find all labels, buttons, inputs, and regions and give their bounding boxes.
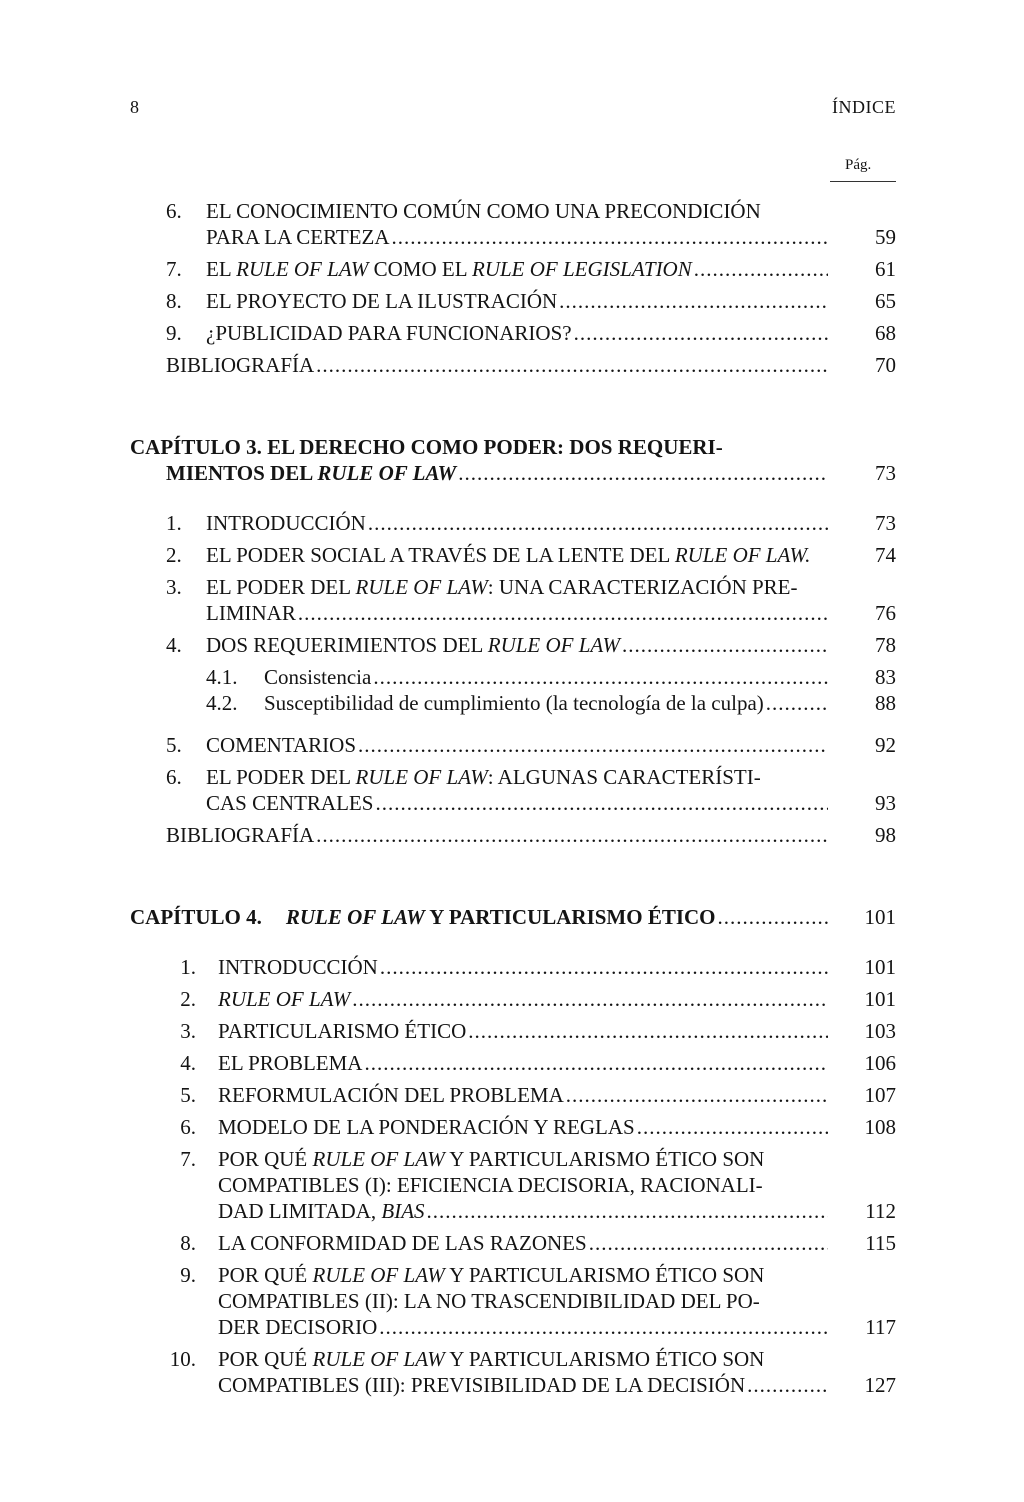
leader-dots xyxy=(747,1372,828,1398)
entry-number: 1. xyxy=(180,955,196,979)
toc-entry-bibliography[interactable] xyxy=(130,352,896,378)
toc-entry[interactable] xyxy=(130,1082,896,1108)
toc-entry[interactable] xyxy=(130,288,896,314)
toc-entry[interactable] xyxy=(130,542,896,568)
entry-page: 101 xyxy=(864,987,896,1011)
leader-dots xyxy=(766,690,828,716)
entry-title: RULE OF LAW xyxy=(218,987,351,1011)
toc-entry[interactable] xyxy=(130,1146,896,1224)
leader-dots xyxy=(574,320,828,346)
entry-title-line: DAD LIMITADA, BIAS xyxy=(218,1199,425,1223)
leader-dots xyxy=(375,790,828,816)
entry-page: 107 xyxy=(864,1083,896,1107)
entry-number: 7. xyxy=(166,257,182,281)
entry-number: 2. xyxy=(180,987,196,1011)
entry-page: 92 xyxy=(875,733,896,757)
toc-entry[interactable] xyxy=(130,256,896,282)
entry-number: 5. xyxy=(180,1083,196,1107)
entry-title: DOS REQUERIMIENTOS DEL RULE OF LAW xyxy=(206,633,620,657)
leader-dots xyxy=(622,632,828,658)
chapter-title-line: CAPÍTULO 3. EL DERECHO COMO PODER: DOS REQUERI- xyxy=(130,435,723,459)
entry-title-line: EL PODER DEL RULE OF LAW: ALGUNAS CARACTERÍSTI- xyxy=(206,765,761,789)
entry-page: 76 xyxy=(875,601,896,625)
entry-title-line: LIMINAR xyxy=(206,601,296,625)
entry-title: EL PODER SOCIAL A TRAVÉS DE LA LENTE DEL RULE OF LAW. xyxy=(206,543,811,567)
entry-title: EL PROYECTO DE LA ILUSTRACIÓN xyxy=(206,289,558,313)
toc-entry[interactable] xyxy=(130,1018,896,1044)
entry-number: 7. xyxy=(180,1147,196,1171)
entry-title: COMENTARIOS xyxy=(206,733,356,757)
leader-dots xyxy=(589,1230,828,1256)
entry-number: 3. xyxy=(180,1019,196,1043)
entry-number: 5. xyxy=(166,733,182,757)
leader-dots xyxy=(298,600,828,626)
entry-title-line: COMPATIBLES (III): PREVISIBILIDAD DE LA DECISIÓN xyxy=(218,1373,746,1397)
leader-dots xyxy=(694,256,828,282)
entry-page: 98 xyxy=(875,823,896,847)
entry-number: 1. xyxy=(166,511,182,535)
entry-title-line: POR QUÉ RULE OF LAW Y PARTICULARISMO ÉTICO SON xyxy=(218,1263,765,1287)
entry-title-line: CAS CENTRALES xyxy=(206,791,374,815)
toc-entry[interactable] xyxy=(130,764,896,816)
entry-number: 8. xyxy=(166,289,182,313)
entry-page: 88 xyxy=(875,691,896,715)
entry-number: 10. xyxy=(169,1347,196,1371)
toc-entry-bibliography[interactable] xyxy=(130,822,896,848)
entry-title: Susceptibilidad de cumplimiento (la tecnología de la culpa) xyxy=(264,691,764,715)
leader-dots xyxy=(468,1018,828,1044)
table-of-contents xyxy=(130,192,896,1398)
entry-page: 74 xyxy=(875,543,896,567)
toc-entry[interactable] xyxy=(130,198,896,250)
entry-title: PARTICULARISMO ÉTICO xyxy=(218,1019,467,1043)
entry-page: 115 xyxy=(865,1231,896,1255)
entry-title: EL RULE OF LAW COMO EL RULE OF LEGISLATION xyxy=(206,257,692,281)
leader-dots xyxy=(458,460,828,486)
entry-page: 78 xyxy=(875,633,896,657)
entry-number: 6. xyxy=(180,1115,196,1139)
entry-title-line: COMPATIBLES (II): LA NO TRASCENDIBILIDAD DEL PO- xyxy=(218,1289,760,1313)
page-number: 8 xyxy=(130,97,139,117)
entry-number: 8. xyxy=(180,1231,196,1255)
leader-dots xyxy=(392,224,829,250)
chapter-heading[interactable] xyxy=(130,434,896,486)
entry-number: 3. xyxy=(166,575,182,599)
entry-title: BIBLIOGRAFÍA xyxy=(166,823,315,847)
entry-number: 4. xyxy=(166,633,182,657)
toc-entry[interactable] xyxy=(130,1114,896,1140)
entry-title-line: POR QUÉ RULE OF LAW Y PARTICULARISMO ÉTICO SON xyxy=(218,1147,765,1171)
entry-page: 103 xyxy=(864,1019,896,1043)
toc-entry[interactable] xyxy=(130,1050,896,1076)
entry-page: 101 xyxy=(864,955,896,979)
running-head: ÍNDICE xyxy=(832,97,896,117)
entry-title-line: PARA LA CERTEZA xyxy=(206,225,390,249)
entry-title-line: DER DECISORIO xyxy=(218,1315,378,1339)
leader-dots xyxy=(718,904,828,930)
page-column-label: Pág. xyxy=(845,157,872,173)
entry-title-line: POR QUÉ RULE OF LAW Y PARTICULARISMO ÉTICO SON xyxy=(218,1347,765,1371)
leader-dots xyxy=(559,288,828,314)
page-column-rule xyxy=(830,181,896,182)
entry-title-line: EL PODER DEL RULE OF LAW: UNA CARACTERIZACIÓN PRE- xyxy=(206,575,798,599)
toc-entry[interactable] xyxy=(130,954,896,980)
entry-page: 117 xyxy=(865,1315,896,1339)
entry-page: 106 xyxy=(864,1051,896,1075)
chapter-page: 73 xyxy=(875,461,896,485)
entry-title: REFORMULACIÓN DEL PROBLEMA xyxy=(218,1083,564,1107)
entry-page: 70 xyxy=(875,353,896,377)
entry-title: INTRODUCCIÓN xyxy=(206,511,366,535)
entry-title: Consistencia xyxy=(264,665,372,689)
entry-number: 6. xyxy=(166,765,182,789)
entry-number: 2. xyxy=(166,543,182,567)
entry-number: 4. xyxy=(180,1051,196,1075)
toc-subentry[interactable] xyxy=(130,664,896,690)
toc-entry[interactable] xyxy=(130,732,896,758)
leader-dots xyxy=(358,732,828,758)
entry-page: 93 xyxy=(875,791,896,815)
entry-number: 6. xyxy=(166,199,182,223)
leader-dots xyxy=(380,954,828,980)
entry-title-line: EL CONOCIMIENTO COMÚN COMO UNA PRECONDICIÓN xyxy=(206,199,761,223)
entry-number: 9. xyxy=(166,321,182,345)
toc-entry[interactable] xyxy=(130,986,896,1012)
leader-dots xyxy=(566,1082,828,1108)
leader-dots xyxy=(427,1198,828,1224)
toc-entry[interactable] xyxy=(130,510,896,536)
entry-page: 83 xyxy=(875,665,896,689)
entry-page: 68 xyxy=(875,321,896,345)
toc-subentry[interactable] xyxy=(130,690,896,716)
entry-title-line: COMPATIBLES (I): EFICIENCIA DECISORIA, RACIONALI- xyxy=(218,1173,763,1197)
chapter-page: 101 xyxy=(864,905,896,929)
entry-title: EL PROBLEMA xyxy=(218,1051,363,1075)
toc-entry[interactable] xyxy=(130,574,896,626)
chapter-heading[interactable] xyxy=(130,904,896,930)
entry-page: 127 xyxy=(864,1373,896,1397)
entry-page: 65 xyxy=(875,289,896,313)
toc-entry[interactable] xyxy=(130,1346,896,1398)
leader-dots xyxy=(373,664,828,690)
entry-number: 9. xyxy=(180,1263,196,1287)
entry-number: 4.1. xyxy=(206,665,238,689)
leader-dots xyxy=(316,352,828,378)
toc-entry[interactable] xyxy=(130,632,896,658)
entry-title: INTRODUCCIÓN xyxy=(218,955,378,979)
leader-dots xyxy=(379,1314,828,1340)
chapter-title-line: MIENTOS DEL RULE OF LAW xyxy=(166,461,457,485)
chapter-title: CAPÍTULO 4. RULE OF LAW Y PARTICULARISMO ÉTICO xyxy=(130,905,716,929)
entry-page: 73 xyxy=(875,511,896,535)
leader-dots xyxy=(352,986,828,1012)
entry-page: 108 xyxy=(864,1115,896,1139)
entry-page: 59 xyxy=(875,225,896,249)
leader-dots xyxy=(316,822,828,848)
leader-dots xyxy=(368,510,828,536)
leader-dots xyxy=(637,1114,828,1140)
entry-title: LA CONFORMIDAD DE LAS RAZONES xyxy=(218,1231,587,1255)
entry-title: BIBLIOGRAFÍA xyxy=(166,353,315,377)
entry-title: ¿PUBLICIDAD PARA FUNCIONARIOS? xyxy=(206,321,572,345)
leader-dots xyxy=(364,1050,828,1076)
toc-entry[interactable] xyxy=(130,320,896,346)
entry-number: 4.2. xyxy=(206,691,238,715)
toc-entry[interactable] xyxy=(130,1230,896,1256)
entry-page: 61 xyxy=(875,257,896,281)
entry-page: 112 xyxy=(865,1199,896,1223)
entry-title: MODELO DE LA PONDERACIÓN Y REGLAS xyxy=(218,1115,635,1139)
toc-entry[interactable] xyxy=(130,1262,896,1340)
